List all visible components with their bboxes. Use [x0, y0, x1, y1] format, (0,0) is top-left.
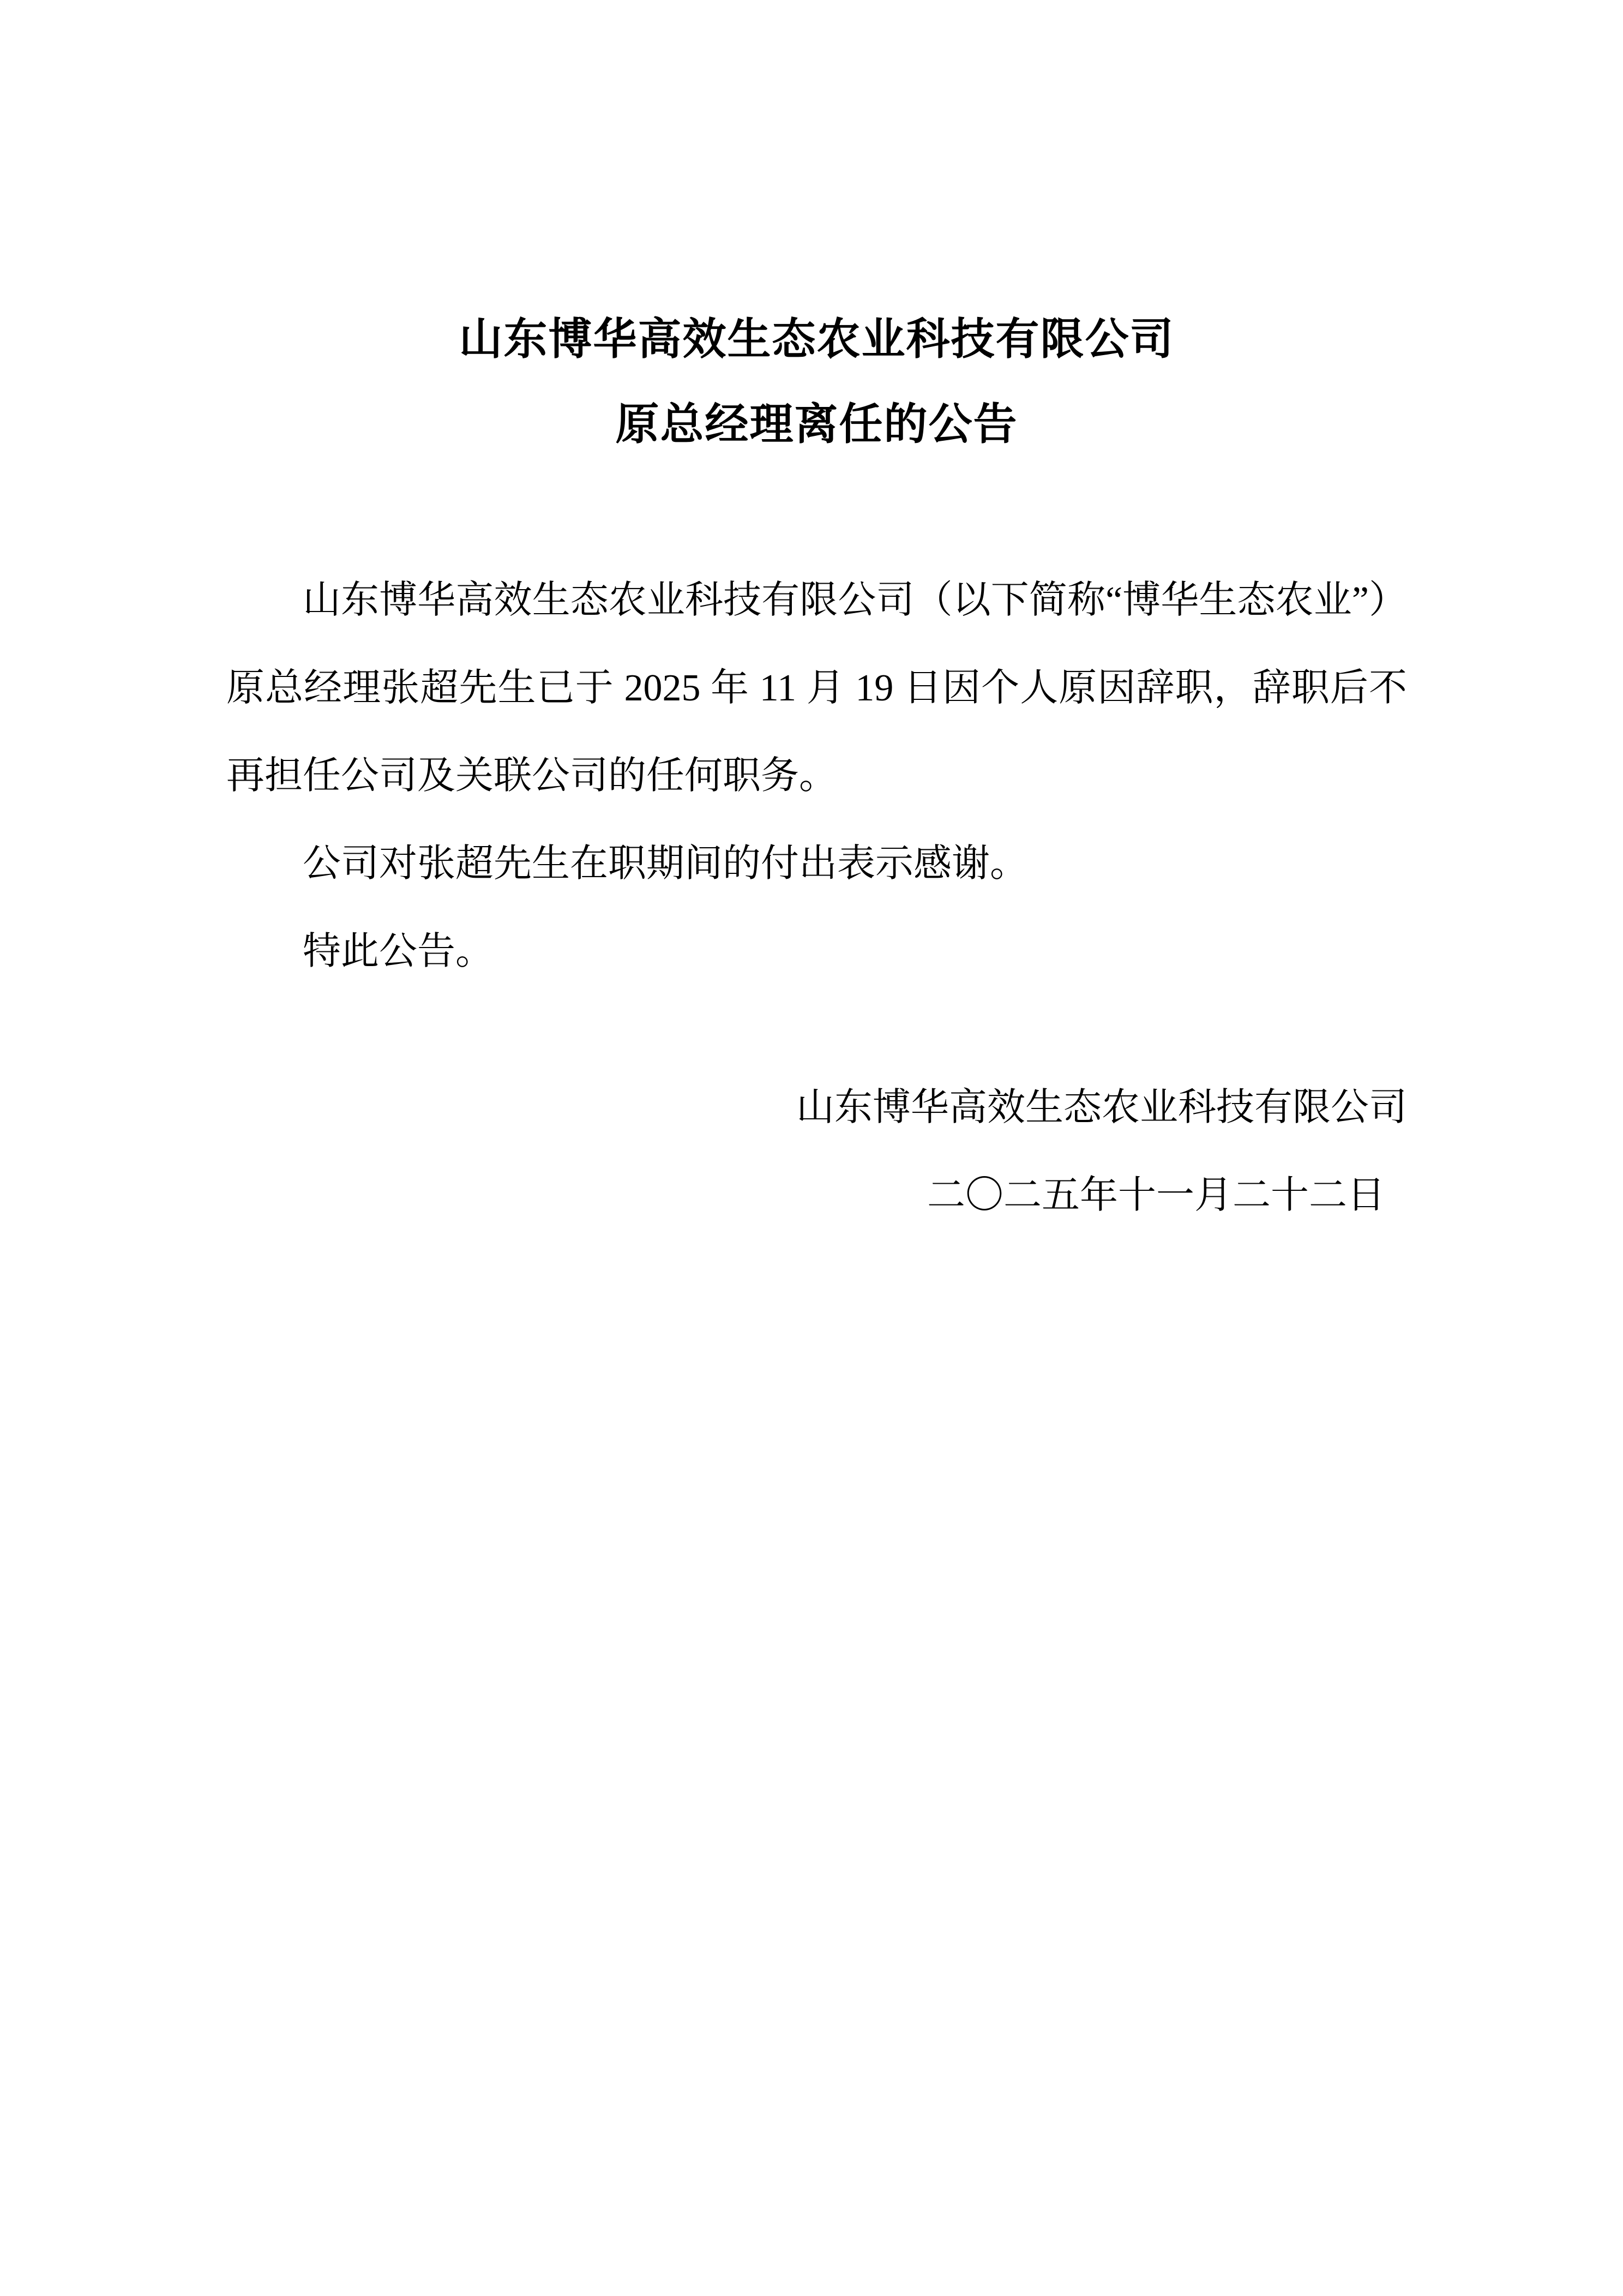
signature-date: 二〇二五年十一月二十二日: [927, 1174, 1385, 1216]
paragraph-closing: 特此公告。: [303, 931, 494, 973]
paragraph-thanks: 公司对张超先生在职期间的付出表示感谢。: [303, 843, 1028, 885]
document-title: [226, 297, 1407, 467]
document-title-line-announcement: 原总经理离任的公告: [615, 401, 1018, 449]
signature-company-name: 山东博华高效生态农业科技有限公司: [796, 1087, 1407, 1129]
title-body-spacer: [226, 467, 1407, 556]
paragraph-resignation-notice: 山东博华高效生态农业科技有限公司（以下简称“博华生态农业”）原总经理张超先生已于 2025 年 11 月 19 日因个人原因辞职，辞职后不再担任公司及关联公司的任何职务。: [226, 579, 1407, 797]
signature-spacer: [226, 996, 1407, 1064]
document-title-line-company: 山东博华高效生态农业科技有限公司: [459, 316, 1175, 364]
signature-block: [226, 1064, 1407, 1239]
